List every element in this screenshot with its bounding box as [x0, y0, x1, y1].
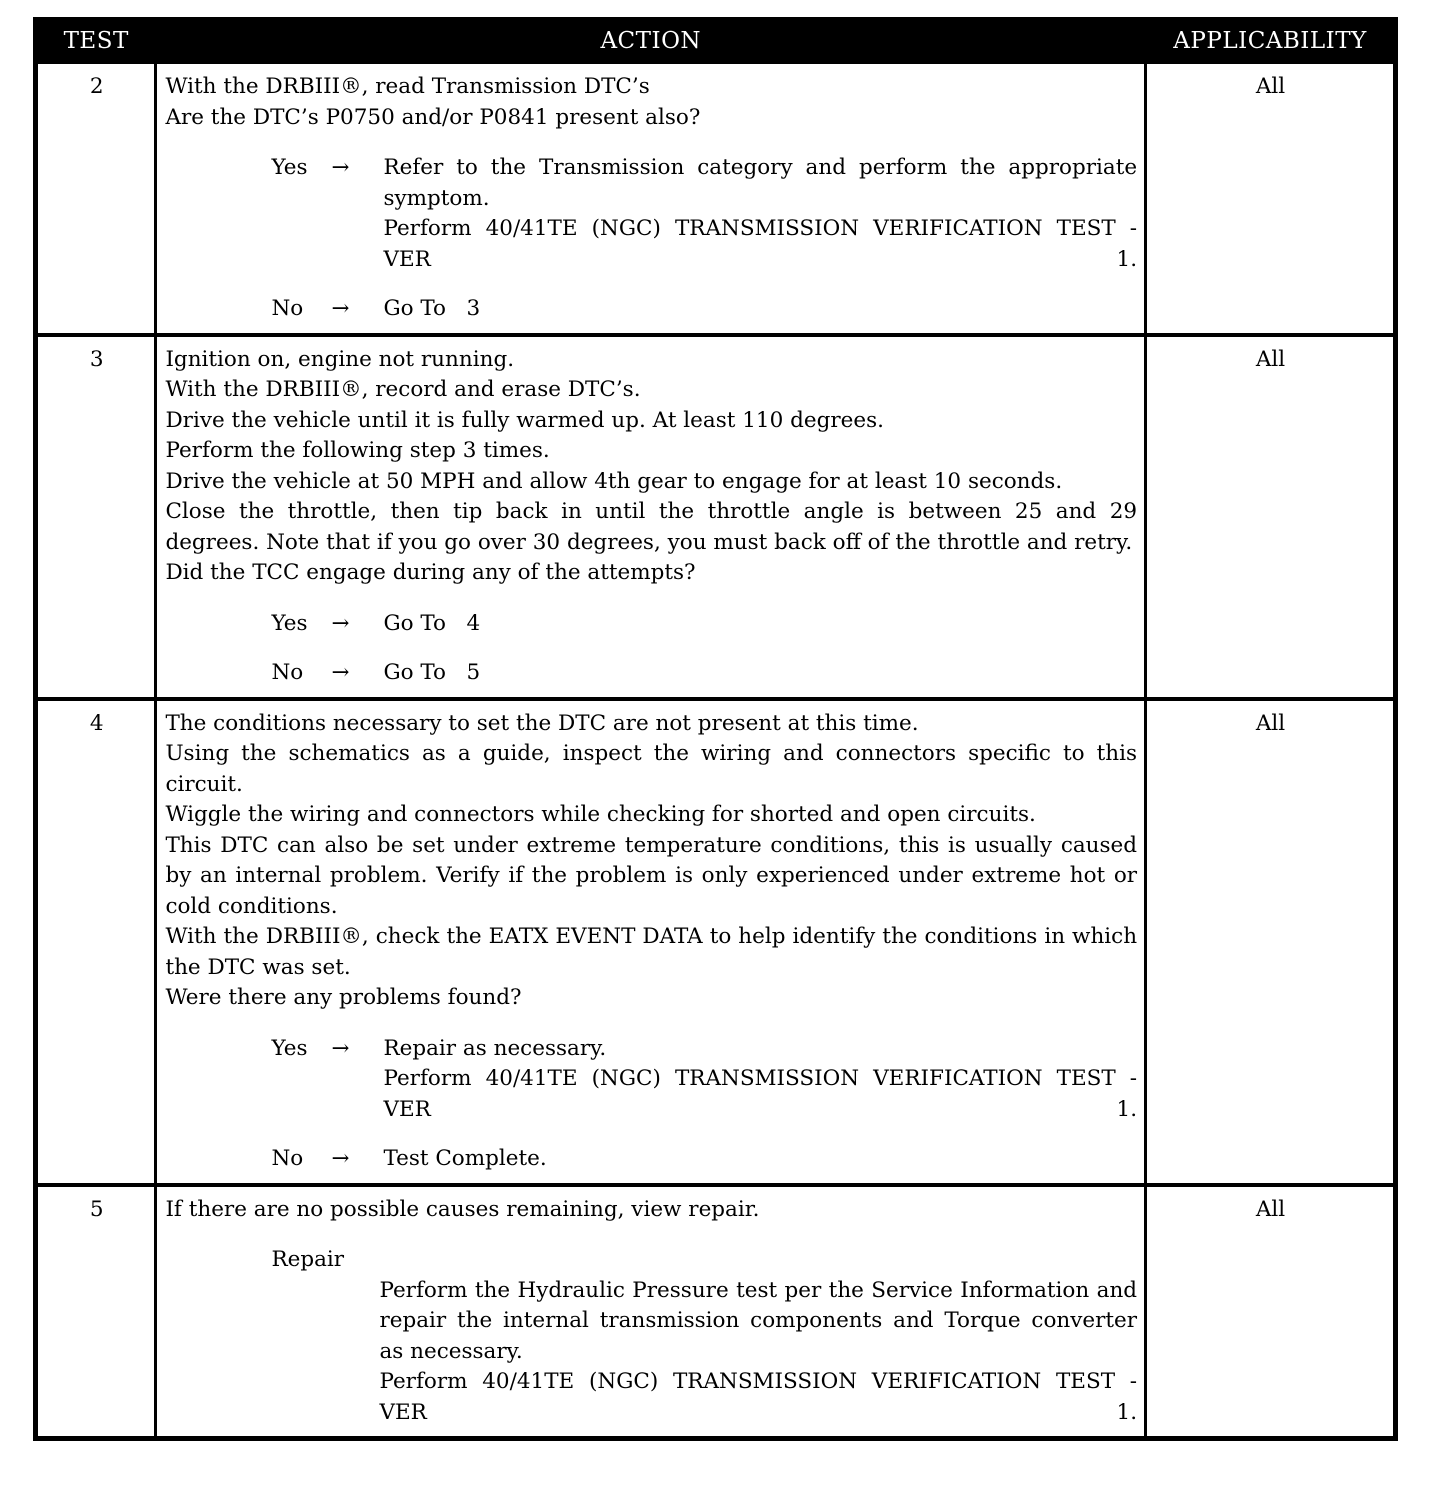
applicability-cell — [1146, 699, 1396, 1185]
instructions — [165, 345, 1137, 589]
action-cell — [156, 62, 1146, 335]
instructions — [165, 72, 1137, 133]
no-label: No — [271, 1146, 304, 1171]
action-cell — [156, 699, 1146, 1185]
repair-line: Perform 40/41TE (NGC) TRANSMISSION VERIFICATION TEST - VER 1. — [379, 1369, 1138, 1425]
response-line: Go To 5 — [383, 660, 481, 685]
repair-label: Repair — [271, 1247, 345, 1272]
no-response — [165, 1144, 1137, 1175]
arrow-icon: → — [331, 1146, 350, 1171]
header-test: TEST — [36, 20, 156, 63]
instruction-line: With the DRBIII®, record and erase DTC’s. — [165, 377, 641, 402]
test-number-cell — [36, 62, 156, 335]
instruction-line: Were there any problems found? — [165, 985, 522, 1010]
response-line: Test Complete. — [383, 1146, 547, 1171]
instruction-line: Using the schematics as a guide, inspect the wiring and connectors specific to this circuit. — [165, 741, 1138, 797]
yes-response — [165, 153, 1137, 275]
test-number-cell — [36, 699, 156, 1185]
no-label: No — [271, 296, 304, 321]
instruction-line: Close the throttle, then tip back in until the throttle angle is between 25 and 29 degrees. Note that if you go over 30 degrees, you must back off of the throttle and retry. — [165, 499, 1138, 555]
instruction-line: Ignition on, engine not running. — [165, 346, 515, 372]
diagnostic-test-table — [33, 17, 1398, 1441]
header-action: ACTION — [156, 20, 1146, 63]
no-response — [165, 658, 1137, 689]
applicability-cell — [1146, 1185, 1396, 1439]
response-line: Repair as necessary. — [383, 1035, 607, 1061]
instruction-line: Drive the vehicle at 50 MPH and allow 4th gear to engage for at least 10 seconds. — [165, 468, 1063, 494]
yes-label: Yes — [271, 610, 308, 636]
test-number: 4 — [89, 710, 104, 736]
instructions — [165, 1195, 1137, 1226]
no-label: No — [271, 660, 304, 685]
repair-line: Perform the Hydraulic Pressure test per the Service Information and repair the internal transmission components and Torque converter as necessary. — [379, 1277, 1138, 1364]
arrow-icon: → — [331, 610, 350, 636]
yes-response — [165, 1034, 1137, 1126]
repair-body — [165, 1276, 1137, 1429]
response-line: Perform 40/41TE (NGC) TRANSMISSION VERIFICATION TEST - VER 1. — [383, 216, 1138, 272]
applicability-value: All — [1255, 1196, 1286, 1222]
instruction-line: With the DRBIII®, check the EATX EVENT DATA to help identify the conditions in which the DTC was set. — [165, 924, 1138, 980]
instruction-line: If there are no possible causes remaining, view repair. — [165, 1196, 760, 1222]
test-number: 2 — [89, 74, 104, 99]
instructions — [165, 709, 1137, 1014]
test-number-cell — [36, 1185, 156, 1439]
instruction-line: Drive the vehicle until it is fully warmed up. At least 110 degrees. — [165, 407, 884, 433]
instruction-line: Did the TCC engage during any of the attempts? — [165, 560, 696, 585]
test-number-cell — [36, 335, 156, 699]
applicability-value: All — [1255, 710, 1286, 736]
applicability-cell — [1146, 62, 1396, 335]
applicability-value: All — [1255, 346, 1286, 372]
applicability-value: All — [1255, 74, 1286, 99]
applicability-cell — [1146, 335, 1396, 699]
test-number: 3 — [89, 346, 104, 372]
instruction-line: This DTC can also be set under extreme temperature conditions, this is usually caused by an internal problem. Verify if the problem is only experienced under extreme hot or cold conditions. — [165, 832, 1138, 919]
no-response — [165, 294, 1137, 325]
response-line: Refer to the Transmission category and perform the appropriate symptom. — [383, 155, 1138, 211]
table-row — [36, 62, 1396, 335]
response-line: Go To 4 — [383, 610, 481, 636]
yes-label: Yes — [271, 155, 308, 180]
arrow-icon: → — [331, 660, 350, 685]
yes-response — [165, 609, 1137, 640]
table-row — [36, 1185, 1396, 1439]
instruction-line: The conditions necessary to set the DTC are not present at this time. — [165, 710, 919, 736]
action-cell — [156, 1185, 1146, 1439]
table-row — [36, 335, 1396, 699]
header-applicability: APPLICABILITY — [1146, 20, 1396, 63]
instruction-line: Wiggle the wiring and connectors while checking for shorted and open circuits. — [165, 802, 1036, 827]
instruction-line: With the DRBIII®, read Transmission DTC’s — [165, 74, 650, 99]
action-cell — [156, 335, 1146, 699]
arrow-icon: → — [331, 1035, 350, 1061]
instruction-line: Perform the following step 3 times. — [165, 438, 550, 463]
test-number: 5 — [89, 1196, 104, 1222]
table-row — [36, 699, 1396, 1185]
instruction-line: Are the DTC’s P0750 and/or P0841 present also? — [165, 104, 701, 130]
yes-label: Yes — [271, 1035, 308, 1061]
response-line: Perform 40/41TE (NGC) TRANSMISSION VERIFICATION TEST - VER 1. — [383, 1066, 1138, 1122]
arrow-icon: → — [331, 296, 350, 321]
arrow-icon: → — [331, 155, 350, 180]
table-header-row — [36, 20, 1396, 63]
response-line: Go To 3 — [383, 296, 481, 321]
